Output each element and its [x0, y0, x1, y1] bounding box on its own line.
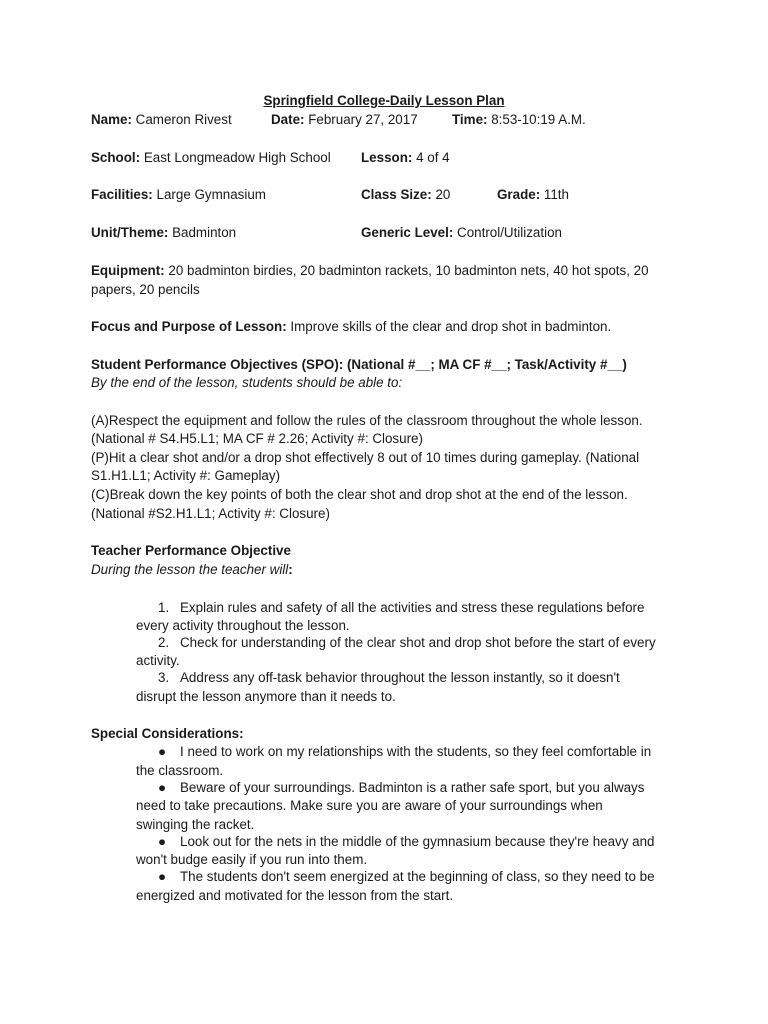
time-label: Time: — [452, 112, 488, 127]
grade-row — [497, 186, 569, 204]
special-heading: Special Considerations: — [91, 726, 244, 741]
facilities-label: Facilities: — [91, 187, 153, 202]
tpo-item: 1. Explain rules and safety of all the activities and stress these regulations before — [158, 600, 645, 615]
bullet-icon: ● — [158, 834, 167, 849]
facilities-value: Large Gymnasium — [156, 187, 266, 202]
date-row — [271, 111, 418, 129]
special-item-cont: energized and motivated for the lesson from the start. — [136, 888, 454, 903]
tpo-heading: Teacher Performance Objective — [91, 543, 291, 558]
tpo-item-cont: activity. — [136, 653, 180, 668]
bullet-icon: ● — [158, 869, 167, 884]
unit-label: Unit/Theme: — [91, 225, 169, 240]
generic-level-value: Control/Utilization — [457, 225, 562, 240]
special-item: ● The students don't seem energized at the beginning of class, so they need to be — [158, 869, 655, 884]
generic-level-label: Generic Level: — [361, 225, 454, 240]
spo-heading: Student Performance Objectives (SPO): (National #__; MA CF #__; Task/Activity #__) — [91, 357, 627, 372]
grade-label: Grade: — [497, 187, 541, 202]
tpo-item-cont: disrupt the lesson anymore than it needs to. — [136, 689, 396, 704]
school-label: School: — [91, 150, 141, 165]
date-value: February 27, 2017 — [308, 112, 418, 127]
spo-line: (C)Break down the key points of both the clear shot and drop shot at the end of the lesson. — [91, 487, 628, 502]
tpo-item: 2. Check for understanding of the clear shot and drop shot before the start of every — [158, 635, 656, 650]
equipment-label: Equipment: — [91, 263, 165, 278]
unit-row — [91, 224, 236, 242]
lesson-row — [361, 149, 450, 167]
spo-line: (National # S4.H5.L1; MA CF # 2.26; Activity #: Closure) — [91, 431, 423, 446]
spo-line: S1.H1.L1; Activity #: Gameplay) — [91, 468, 281, 483]
school-row — [91, 149, 331, 167]
spo-line: (A)Respect the equipment and follow the rules of the classroom throughout the whole lesson. — [91, 413, 643, 428]
special-item: ● I need to work on my relationships with the students, so they feel comfortable in — [158, 744, 652, 759]
time-row — [452, 111, 586, 129]
unit-value: Badminton — [172, 225, 237, 240]
facilities-row — [91, 186, 266, 204]
equipment-value-line2: papers, 20 pencils — [91, 282, 200, 297]
focus-row — [91, 318, 611, 336]
page-title: Springfield College-Daily Lesson Plan — [263, 93, 505, 108]
spo-intro: By the end of the lesson, students should be able to: — [91, 375, 403, 390]
name-label: Name: — [91, 112, 132, 127]
special-item-cont: the classroom. — [136, 763, 224, 778]
school-value: East Longmeadow High School — [143, 150, 331, 165]
lesson-value: 4 of 4 — [416, 150, 450, 165]
date-label: Date: — [271, 112, 305, 127]
focus-label: Focus and Purpose of Lesson: — [91, 319, 287, 334]
equipment-value-line1: 20 badminton birdies, 20 badminton rackets, 10 badminton nets, 40 hot spots, 20 — [168, 263, 649, 278]
class-size-row — [361, 186, 450, 204]
generic-level-row — [361, 224, 562, 242]
spo-line: (National #S2.H1.L1; Activity #: Closure) — [91, 506, 330, 521]
bullet-icon: ● — [158, 780, 167, 795]
special-item: ● Look out for the nets in the middle of the gymnasium because they're heavy and — [158, 834, 655, 849]
class-size-label: Class Size: — [361, 187, 432, 202]
special-item: ● Beware of your surroundings. Badminton is a rather safe sport, but you always — [158, 780, 645, 795]
tpo-item-cont: every activity throughout the lesson. — [136, 618, 350, 633]
tpo-intro: During the lesson the teacher will: — [91, 562, 293, 577]
grade-value: 11th — [543, 187, 569, 202]
special-item-cont: won't budge easily if you run into them. — [136, 852, 368, 867]
time-value: 8:53-10:19 A.M. — [491, 112, 586, 127]
focus-value: Improve skills of the clear and drop shot in badminton. — [290, 319, 612, 334]
spo-line: (P)Hit a clear shot and/or a drop shot effectively 8 out of 10 times during gameplay. (National — [91, 450, 640, 465]
special-item-cont: swinging the racket. — [136, 817, 255, 832]
equipment-row — [91, 262, 649, 280]
lesson-label: Lesson: — [361, 150, 413, 165]
special-item-cont: need to take precautions. Make sure you are aware of your surroundings when — [136, 798, 603, 813]
bullet-icon: ● — [158, 744, 167, 759]
tpo-item: 3. Address any off-task behavior throughout the lesson instantly, so it doesn't — [158, 670, 620, 685]
name-row — [91, 111, 232, 129]
class-size-value: 20 — [435, 187, 451, 202]
name-value: Cameron Rivest — [135, 112, 232, 127]
